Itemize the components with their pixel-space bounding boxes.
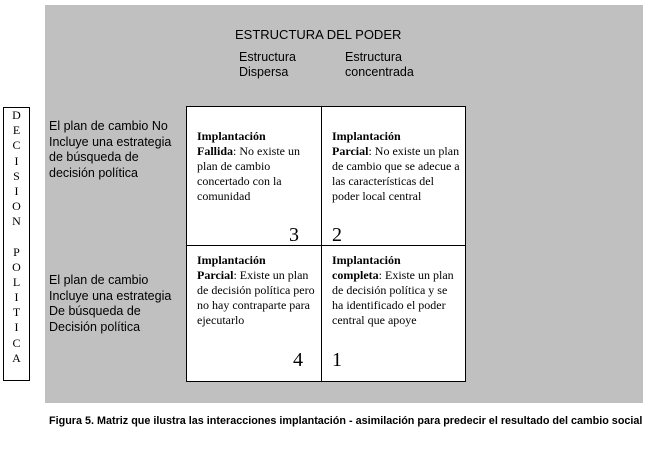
cell-parcial-top — [332, 129, 460, 204]
vertical-letter: C — [12, 335, 21, 350]
vertical-letter: O — [12, 199, 21, 214]
vertical-letter: P — [13, 244, 20, 259]
cell-heading-type: Fallida — [197, 144, 234, 158]
vertical-letter: D — [12, 108, 21, 122]
column-header-line: Estructura — [239, 50, 296, 64]
matrix-vertical-divider — [321, 107, 322, 381]
cell-heading: Implantación — [332, 129, 401, 143]
column-header-dispersa — [239, 50, 296, 80]
figure-caption: Figura 5. Matriz que ilustra las interacciones implantación - asimilación para predecir el resultado del cambio social — [49, 415, 643, 427]
row-label-line: Incluye una estrategia — [49, 288, 172, 303]
cell-number: 2 — [332, 224, 342, 246]
matrix-grid — [186, 106, 466, 382]
cell-heading: Implantación — [197, 253, 266, 267]
row-label-line: El plan de cambio No — [49, 119, 168, 133]
vertical-axis-label — [3, 107, 30, 381]
row-label-line: Incluye una estrategia — [49, 134, 172, 149]
cell-text: : Existe un plan de decisión política y se ha identificado el poder central que apoye — [332, 268, 454, 327]
vertical-letter: O — [12, 259, 21, 274]
cell-parcial-bottom — [197, 253, 319, 328]
vertical-letter: L — [12, 274, 21, 289]
vertical-letter: I — [14, 183, 19, 198]
cell-fallida — [197, 129, 319, 204]
column-header-line: Estructura — [345, 50, 402, 64]
cell-text: : No existe un plan de cambio concertado con la comunidad — [197, 144, 301, 203]
vertical-letter: I — [14, 153, 19, 168]
vertical-letter: T — [12, 305, 21, 320]
row-label-no-strategy — [49, 119, 171, 181]
column-header-concentrada — [345, 50, 414, 80]
cell-text: : No existe un plan de cambio que se adecue a las características del poder local central — [332, 144, 460, 203]
row-label-line: de búsqueda de — [49, 150, 139, 164]
cell-number: 4 — [293, 349, 303, 371]
cell-heading-type: completa — [332, 268, 379, 282]
diagram-title: ESTRUCTURA DEL PODER — [235, 27, 402, 42]
vertical-letter: S — [13, 168, 20, 183]
row-label-line: Decisión política — [49, 319, 141, 334]
vertical-letter: I — [14, 320, 19, 335]
vertical-letter: E — [12, 123, 21, 138]
cell-number: 1 — [332, 349, 342, 371]
cell-heading: Implantación — [332, 253, 401, 267]
vertical-letter: C — [12, 138, 21, 153]
row-label-line: decisión política — [49, 165, 138, 180]
row-label-with-strategy — [49, 273, 171, 335]
vertical-letter: I — [14, 290, 19, 305]
vertical-letter: A — [12, 350, 21, 365]
row-label-line: El plan de cambio — [49, 273, 149, 287]
column-header-line: concentrada — [345, 65, 414, 79]
cell-number: 3 — [289, 224, 299, 246]
cell-heading-type: Parcial — [197, 268, 234, 282]
column-header-line: Dispersa — [239, 65, 289, 79]
vertical-letter: N — [12, 214, 21, 229]
cell-heading-type: Parcial — [332, 144, 369, 158]
cell-completa — [332, 253, 460, 328]
cell-heading: Implantación — [197, 129, 266, 143]
matrix-horizontal-divider — [187, 245, 465, 246]
cell-text: : Existe un plan de decisión política pero no hay contraparte para ejecutarlo — [197, 268, 315, 327]
row-label-line: De búsqueda de — [49, 304, 141, 318]
